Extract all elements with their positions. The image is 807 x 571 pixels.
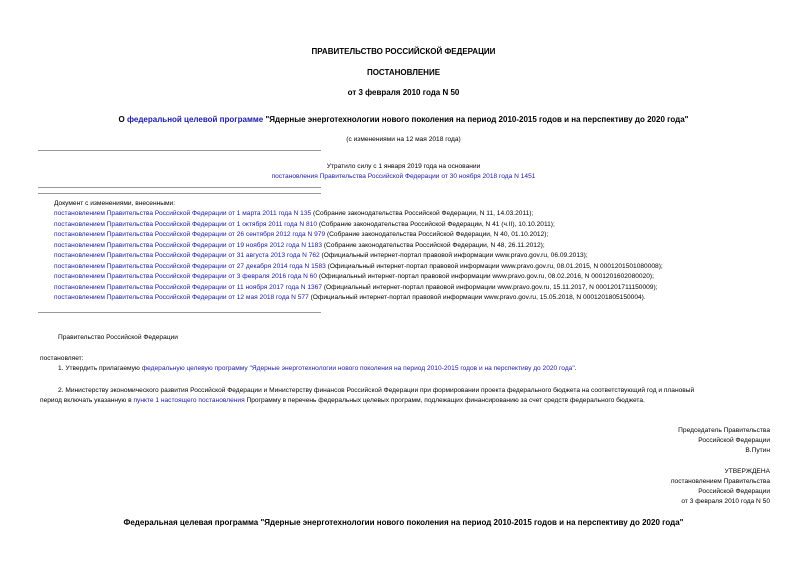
divider	[38, 193, 321, 194]
divider	[38, 187, 321, 188]
paragraph-1-link[interactable]: пункте 1 настоящего постановления	[133, 397, 245, 404]
amendment-link[interactable]: постановлением Правительства Российской Федерации от 31 августа 2013 года N 762	[54, 252, 320, 259]
p2-suffix: Программу в перечень федеральных целевых программ, подлежащих финансированию за счет средств федерального бюджета.	[244, 397, 645, 404]
amendment-item	[54, 230, 548, 240]
amendment-item	[54, 262, 663, 272]
approval-line3: от 3 февраля 2010 года N 50	[681, 498, 770, 505]
amendment-link[interactable]: постановлением Правительства Российской Федерации от 19 ноября 2012 года N 1183	[54, 241, 322, 249]
p2-prefix: период включать указанную в	[40, 397, 134, 404]
divider	[38, 312, 321, 313]
doc-date-number: от 3 февраля 2010 года N 50	[347, 88, 460, 97]
amendment-link[interactable]: постановлением Правительства Российской Федерации от 27 декабря 2014 года N 1583	[54, 262, 326, 270]
approval-line2: Российской Федерации	[698, 488, 770, 495]
amendment-source: (Официальный интернет-портал правовой информации www.pravo.gov.ru, 15.11.2017, N 0001201711150009);	[322, 283, 658, 291]
amendment-source: (Официальный интернет-портал правовой информации www.pravo.gov.ru, 15.05.2018, N 0001201805150004).	[308, 294, 646, 301]
org-name: ПРАВИТЕЛЬСТВО РОССИЙСКОЙ ФЕДЕРАЦИИ	[311, 47, 496, 56]
amendment-source: (Собрание законодательства Российской Федерации, N 48, 26.11.2012);	[322, 241, 545, 249]
program-title: Федеральная целевая программа "Ядерные энерготехнологии нового поколения на период 2010-2015 годов и на перспективу до 2020 года"	[123, 518, 684, 527]
divider	[38, 150, 321, 151]
signature-position-2: Российской Федерации	[698, 437, 770, 444]
title-rest: "Ядерные энерготехнологии нового поколения на период 2010-2015 годов и на перспективу до 2020 года"	[263, 115, 689, 124]
government-label: Правительство Российской Федерации	[58, 334, 178, 341]
amendment-item	[54, 293, 646, 303]
amendment-item	[54, 251, 588, 261]
amendment-link[interactable]: постановлением Правительства Российской Федерации от 11 ноября 2017 года N 1367	[54, 283, 322, 291]
changes-note: (с изменениями на 12 мая 2018 года)	[346, 136, 461, 143]
amendment-link[interactable]: постановлением Правительства Российской Федерации от 1 марта 2011 года N 135	[54, 210, 312, 217]
amendment-link[interactable]: постановлением Правительства Российской Федерации от 26 сентября 2012 года N 979	[54, 231, 326, 238]
amendment-item	[54, 220, 555, 230]
validity-link[interactable]	[0, 173, 807, 180]
title-program-link[interactable]: федеральной целевой программе	[126, 115, 264, 124]
amendments-intro: Документ с изменениями, внесенными:	[54, 200, 176, 207]
amendment-item	[54, 283, 657, 293]
p1-suffix: .	[574, 365, 577, 372]
amendment-link[interactable]: постановлением Правительства Российской Федерации от 1 октября 2011 года N 810	[54, 220, 317, 228]
amendment-item	[54, 272, 654, 282]
title-prefix: О	[118, 115, 127, 124]
paragraph-2-line2	[40, 397, 645, 404]
signature-name: В.Путин	[745, 447, 770, 454]
paragraph-2-line1: 2. Министерству экономического развития Российской Федерации и Министерству финансов Российской Федерации при формировании проекта федерального бюджета на соответствующий год и плановый	[58, 387, 695, 394]
resolves-label: постановляет:	[40, 355, 84, 362]
signature-position-1: Председатель Правительства	[678, 427, 770, 434]
amendment-source: (Официальный интернет-портал правовой информации www.pravo.gov.ru, 08.02.2016, N 0001201602080020);	[317, 273, 654, 280]
paragraph-1	[58, 365, 577, 372]
amendment-source: (Собрание законодательства Российской Федерации, N 11, 14.03.2011);	[311, 210, 534, 217]
validity-line1: Утратило силу с 1 января 2019 года на основании	[326, 163, 481, 170]
amendment-source: (Собрание законодательства Российской Федерации, N 41 (ч.II), 10.10.2011);	[317, 220, 555, 228]
approval-line1: постановлением Правительства	[670, 478, 770, 485]
p1-prefix: 1. Утвердить прилагаемую	[58, 365, 142, 372]
document-title	[0, 115, 807, 124]
amendment-link[interactable]: постановлением Правительства Российской Федерации от 3 февраля 2016 года N 60	[54, 273, 318, 280]
amendment-item	[54, 241, 545, 251]
approval-title: УТВЕРЖДЕНА	[724, 468, 770, 475]
program-link[interactable]: федеральную целевую программу "Ядерные энерготехнологии нового поколения на период 2010-2015 годов и на перспективу до 2020 года"	[141, 365, 575, 372]
repeal-resolution-link[interactable]: постановления Правительства Российской Федерации от 30 ноября 2018 года N 1451	[271, 173, 536, 180]
amendment-source: (Официальный интернет-портал правовой информации www.pravo.gov.ru, 08.01.2015, N 0001201501080008);	[325, 262, 663, 270]
amendment-source: (Собрание законодательства Российской Федерации, N 40, 01.10.2012);	[325, 231, 549, 238]
amendment-source: (Официальный интернет-портал правовой информации www.pravo.gov.ru, 06.09.2013);	[319, 252, 588, 259]
doc-type: ПОСТАНОВЛЕНИЕ	[366, 68, 441, 77]
amendment-item	[54, 209, 533, 219]
amendment-link[interactable]: постановлением Правительства Российской Федерации от 12 мая 2018 года N 577	[54, 294, 309, 301]
